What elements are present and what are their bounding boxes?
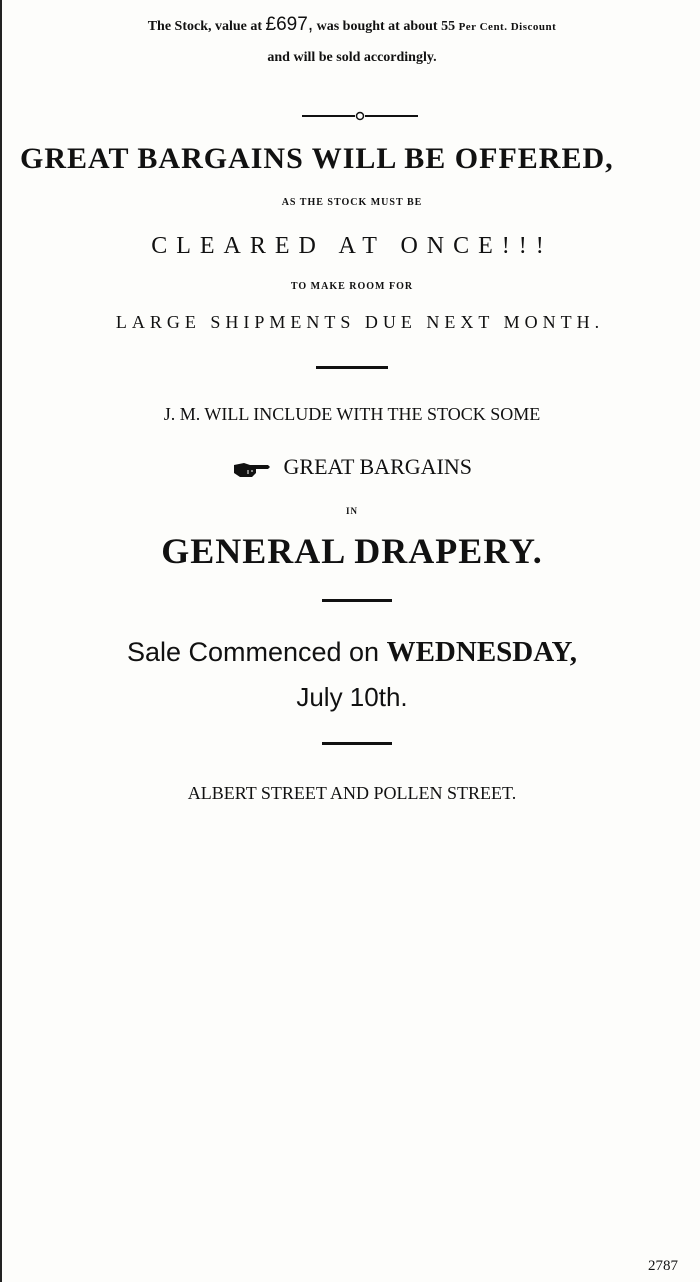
to-make-text: TO MAKE ROOM FOR (290, 281, 414, 292)
in-text: IN (345, 506, 358, 516)
jm-line: J. M. WILL INCLUDE WITH THE STOCK SOME (163, 404, 541, 424)
cleared-text: CLEARED AT ONCE!!! (151, 233, 553, 259)
intro-text-b: was bought at about 55 (316, 19, 456, 34)
bargains-line (2, 454, 700, 480)
rule-divider (322, 599, 392, 602)
intro-text-a: The Stock, value at (147, 19, 263, 34)
intro-line-2: and will be sold accordingly. (267, 50, 437, 65)
sale-day: WEDNESDAY, (386, 636, 578, 668)
ornament-divider (300, 110, 420, 122)
pointing-hand-icon (232, 459, 272, 479)
sale-line (2, 636, 700, 669)
rule-divider (322, 742, 392, 745)
as-stock-text: AS THE STOCK MUST BE (281, 197, 423, 208)
headline: GREAT BARGAINS WILL BE OFFERED, (20, 142, 614, 175)
shipments-text: LARGE SHIPMENTS DUE NEXT MONTH. (115, 312, 605, 332)
page-number: 2787 (648, 1258, 678, 1274)
intro-line-1 (2, 14, 700, 36)
bargains-text: GREAT BARGAINS (283, 454, 472, 479)
sale-prefix: Sale Commenced on (126, 637, 380, 667)
sale-date: July 10th. (296, 682, 408, 712)
address-text: ALBERT STREET AND POLLEN STREET. (187, 783, 517, 803)
rule-divider (316, 366, 388, 369)
drapery-headline: GENERAL DRAPERY. (161, 531, 543, 571)
intro-discount: Per Cent. Discount (458, 21, 557, 33)
stock-value: £697, (265, 14, 314, 35)
